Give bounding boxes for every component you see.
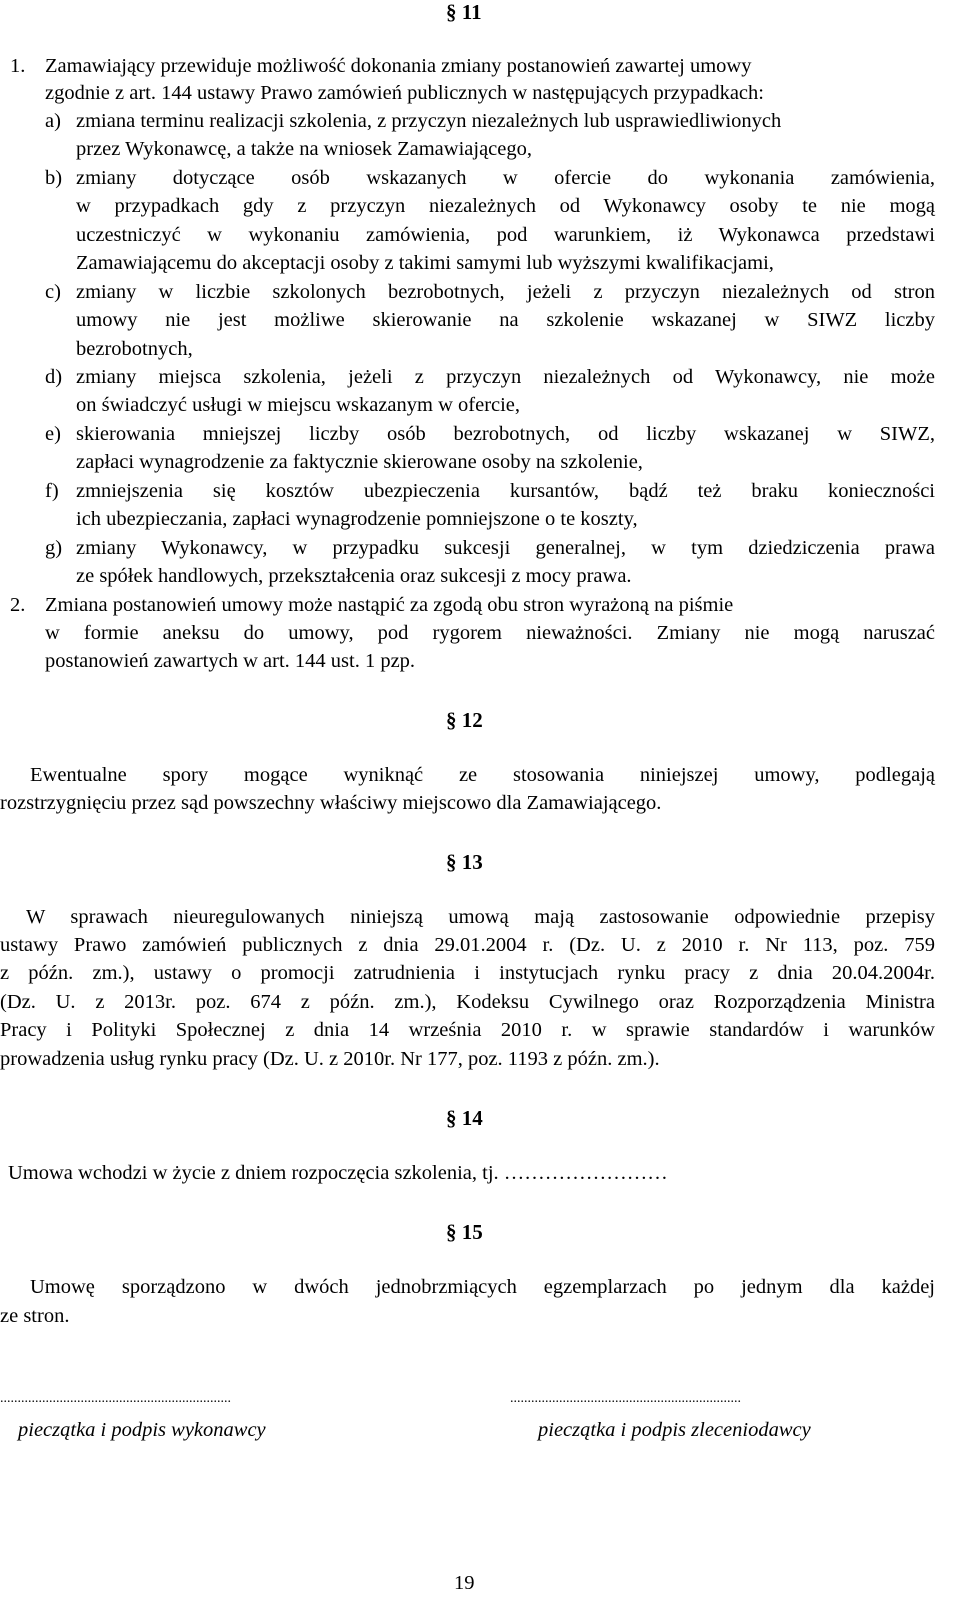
section-13-line-6: prowadzenia usług rynku pracy (Dz. U. z 2010r. Nr 177, poz. 1193 z późn. zm.).: [0, 1048, 660, 1070]
item-e-line-1: skierowania mniejszej liczby osób bezrobotnych, od liczby wskazanej w SIWZ,: [76, 423, 935, 445]
section-12-line-1: Ewentualne spory mogące wyniknąć ze stosowania niniejszej umowy, podlegają: [30, 764, 935, 786]
contractor-signature-label: pieczątka i podpis wykonawcy: [18, 1419, 266, 1441]
client-signature-label: pieczątka i podpis zleceniodawcy: [538, 1419, 811, 1441]
item-g-line-1: zmiany Wykonawcy, w przypadku sukcesji generalnej, w tym dziedziczenia prawa: [76, 537, 935, 559]
item-f-line-1: zmniejszenia się kosztów ubezpieczenia kursantów, bądź też braku konieczności: [76, 480, 935, 502]
item-e-label: e): [45, 423, 61, 445]
item-a-line-2: przez Wykonawcę, a także na wniosek Zamawiającego,: [76, 138, 532, 160]
section-12-line-2: rozstrzygnięciu przez sąd powszechny właściwy miejscowo dla Zamawiającego.: [0, 792, 662, 814]
item-f-line-2: ich ubezpieczania, zapłaci wynagrodzenie pomniejszone o te koszty,: [76, 508, 638, 530]
item-c-line-1: zmiany w liczbie szkolonych bezrobotnych, jeżeli z przyczyn niezależnych od stron: [76, 281, 935, 303]
contractor-signature-line: ..................................................................: [0, 1392, 231, 1406]
item-e-line-2: zapłaci wynagrodzenie za faktycznie skierowane osoby na szkolenie,: [76, 451, 643, 473]
item-a-line-1: zmiana terminu realizacji szkolenia, z przyczyn niezależnych lub usprawiedliwionych: [76, 110, 782, 132]
item-b-line-4: Zamawiającemu do akceptacji osoby z takimi samymi lub wyższymi kwalifikacjami,: [76, 252, 774, 274]
item-d-line-2: on świadczyć usługi w miejscu wskazanym w ofercie,: [76, 394, 521, 416]
item-c-label: c): [45, 281, 61, 303]
item-a-label: a): [45, 110, 61, 132]
section-11-heading: § 11: [446, 0, 482, 24]
section-15-line-1: Umowę sporządzono w dwóch jednobrzmiących egzemplarzach po jednym dla każdej: [30, 1276, 935, 1298]
section-13-line-1: W sprawach nieuregulowanych niniejszą umową mają zastosowanie odpowiednie przepisy: [26, 906, 935, 928]
item-g-label: g): [45, 537, 63, 559]
page-number: 19: [454, 1572, 475, 1594]
item-1-number: 1.: [10, 55, 26, 77]
item-c-line-2: umowy nie jest możliwe skierowanie na szkolenie wskazanej w SIWZ liczby: [76, 309, 935, 331]
section-14-line-1: Umowa wchodzi w życie z dniem rozpoczęcia szkolenia, tj. ……………………: [8, 1162, 668, 1184]
item-b-line-3: uczestniczyć w wykonaniu zamówienia, pod warunkiem, iż Wykonawca przedstawi: [76, 224, 935, 246]
item-1-line-2: zgodnie z art. 144 ustawy Prawo zamówień publicznych w następujących przypadkach:: [45, 82, 764, 104]
section-15-heading: § 15: [446, 1220, 483, 1244]
item-d-label: d): [45, 366, 63, 388]
section-13-heading: § 13: [446, 850, 483, 874]
item-2-line-3: postanowień zawartych w art. 144 ust. 1 pzp.: [45, 650, 416, 672]
section-12-heading: § 12: [446, 708, 483, 732]
item-c-line-3: bezrobotnych,: [76, 338, 193, 360]
item-b-line-2: w przypadkach gdy z przyczyn niezależnych od Wykonawcy osoby te nie mogą: [76, 195, 935, 217]
client-signature-line: ..................................................................: [510, 1392, 741, 1406]
item-f-label: f): [45, 480, 59, 502]
section-13-line-3: z późn. zm.), ustawy o promocji zatrudnienia i instytucjach rynku pracy z dnia 20.04.2004r.: [0, 962, 935, 984]
item-2-number: 2.: [10, 594, 26, 616]
item-2-line-2: w formie aneksu do umowy, pod rygorem nieważności. Zmiany nie mogą naruszać: [45, 622, 935, 644]
item-1-line-1: Zamawiający przewiduje możliwość dokonania zmiany postanowień zawartej umowy: [45, 55, 752, 77]
item-b-line-1: zmiany dotyczące osób wskazanych w ofercie do wykonania zamówienia,: [76, 167, 935, 189]
item-g-line-2: ze spółek handlowych, przekształcenia oraz sukcesji z mocy prawa.: [76, 565, 632, 587]
section-13-line-4: (Dz. U. z 2013r. poz. 674 z późn. zm.), Kodeksu Cywilnego oraz Rozporządzenia Ministra: [0, 991, 935, 1013]
section-13-line-2: ustawy Prawo zamówień publicznych z dnia 29.01.2004 r. (Dz. U. z 2010 r. Nr 113, poz. 759: [0, 934, 935, 956]
item-2-line-1: Zmiana postanowień umowy może nastąpić za zgodą obu stron wyrażoną na piśmie: [45, 594, 734, 616]
item-d-line-1: zmiany miejsca szkolenia, jeżeli z przyczyn niezależnych od Wykonawcy, nie może: [76, 366, 935, 388]
section-13-line-5: Pracy i Polityki Społecznej z dnia 14 września 2010 r. w sprawie standardów i warunków: [0, 1019, 935, 1041]
section-15-line-2: ze stron.: [0, 1305, 70, 1327]
item-b-label: b): [45, 167, 63, 189]
section-14-heading: § 14: [446, 1106, 483, 1130]
